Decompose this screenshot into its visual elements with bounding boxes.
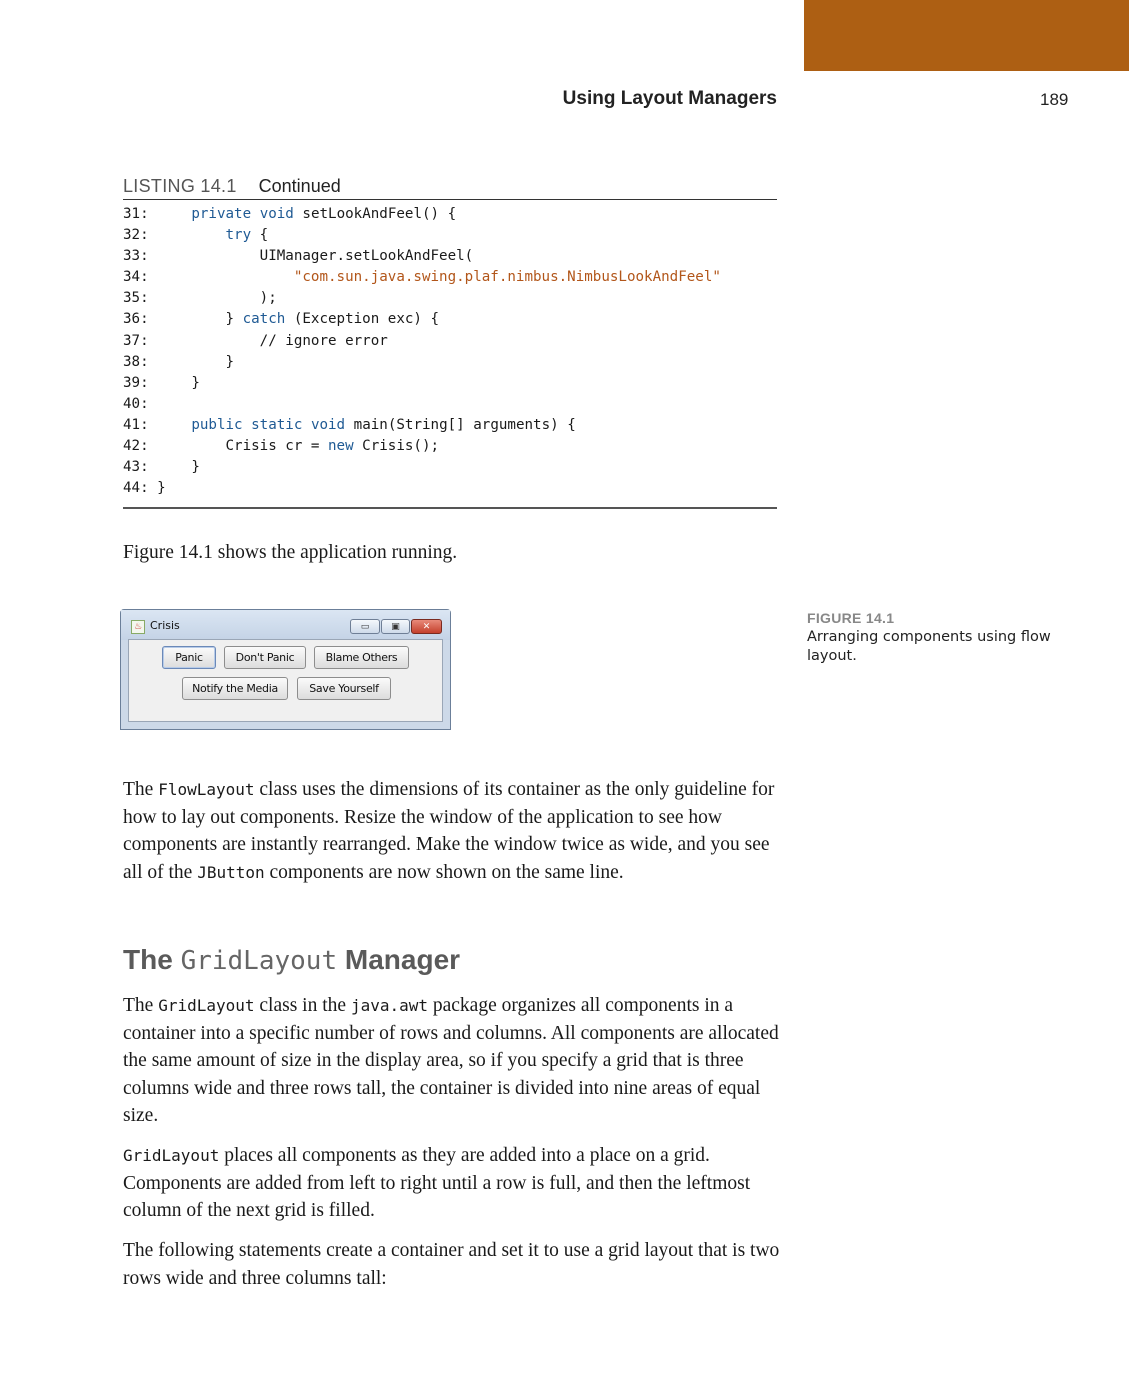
save-yourself-button[interactable]: Save Yourself: [297, 677, 391, 700]
code-line: 34: "com.sun.java.swing.plaf.nimbus.NimbusLookAndFeel": [123, 269, 721, 286]
listing-label: LISTING 14.1: [123, 176, 237, 196]
page-number: 189: [1040, 90, 1069, 109]
chapter-tab: [804, 0, 1129, 71]
minimize-icon[interactable]: ▭: [350, 619, 380, 634]
flowlayout-paragraph: The FlowLayout class uses the dimensions of its container as the only guideline for how to lay out components. Resize the window of the application to see how components are instantly rearranged. Make the window twice as wide, and you see all of the JButton components are now shown on the same line.: [123, 779, 775, 883]
code-listing: [123, 204, 777, 499]
listing-bottom-rule: [123, 507, 777, 509]
java-app-icon: ♨: [131, 620, 145, 634]
inline-code: FlowLayout: [158, 780, 255, 799]
panic-button[interactable]: Panic: [162, 646, 216, 669]
maximize-icon[interactable]: ▣: [381, 619, 410, 634]
window-content: [128, 639, 443, 722]
code-line: 41: public static void main(String[] arguments) {: [123, 416, 576, 433]
window-titlebar: [121, 610, 450, 640]
figure-caption: [807, 609, 1067, 666]
listing-header: [123, 176, 777, 200]
gridlayout-paragraph-1: The GridLayout class in the java.awt package organizes all components in a container into a specific number of rows and columns. All components are allocated the same amount of size in the display area, so if you specify a grid that is three columns wide and three rows tall, the container is divided into nine areas of equal size.: [123, 995, 779, 1126]
gridlayout-paragraph-2: GridLayout places all components as they are added into a place on a grid. Components are added from left to right until a row is full, and then the leftmost column of the next grid is filled.: [123, 1145, 751, 1221]
inline-code: GridLayout: [123, 1146, 220, 1165]
code-line: 44: }: [123, 480, 166, 497]
intro-paragraph: Figure 14.1 shows the application running.: [123, 542, 458, 563]
code-line: 35: );: [123, 290, 277, 307]
code-line: 43: }: [123, 459, 200, 476]
figure-caption-text: Arranging components using flow layout.: [807, 629, 1051, 664]
code-line: 42: Crisis cr = new Crisis();: [123, 438, 440, 455]
window-title: Crisis: [150, 619, 180, 632]
code-line: 37: // ignore error: [123, 332, 388, 349]
blame-others-button[interactable]: Blame Others: [314, 646, 409, 669]
running-title: Using Layout Managers: [562, 88, 777, 109]
dont-panic-button[interactable]: Don't Panic: [224, 646, 306, 669]
gridlayout-paragraph-3: The following statements create a container and set it to use a grid layout that is two rows wide and three columns tall:: [123, 1240, 780, 1289]
code-line: 40:: [123, 395, 149, 412]
inline-code: GridLayout: [158, 996, 255, 1015]
crisis-window-screenshot: [120, 609, 451, 730]
code-line: 31: private void setLookAndFeel() {: [123, 206, 457, 222]
inline-code: java.awt: [350, 996, 428, 1015]
code-line: 32: try {: [123, 227, 269, 244]
code-line: 33: UIManager.setLookAndFeel(: [123, 248, 474, 265]
code-line: 36: } catch (Exception exc) {: [123, 311, 440, 328]
listing-continued: Continued: [258, 176, 341, 196]
code-line: 38: }: [123, 353, 235, 370]
close-icon[interactable]: ✕: [411, 619, 442, 634]
inline-code: JButton: [197, 862, 265, 882]
notify-the-media-button[interactable]: Notify the Media: [182, 677, 288, 700]
figure-number: FIGURE 14.1: [807, 610, 895, 626]
code-line: 39: }: [123, 374, 200, 391]
section-heading: The GridLayout Manager: [123, 944, 461, 976]
